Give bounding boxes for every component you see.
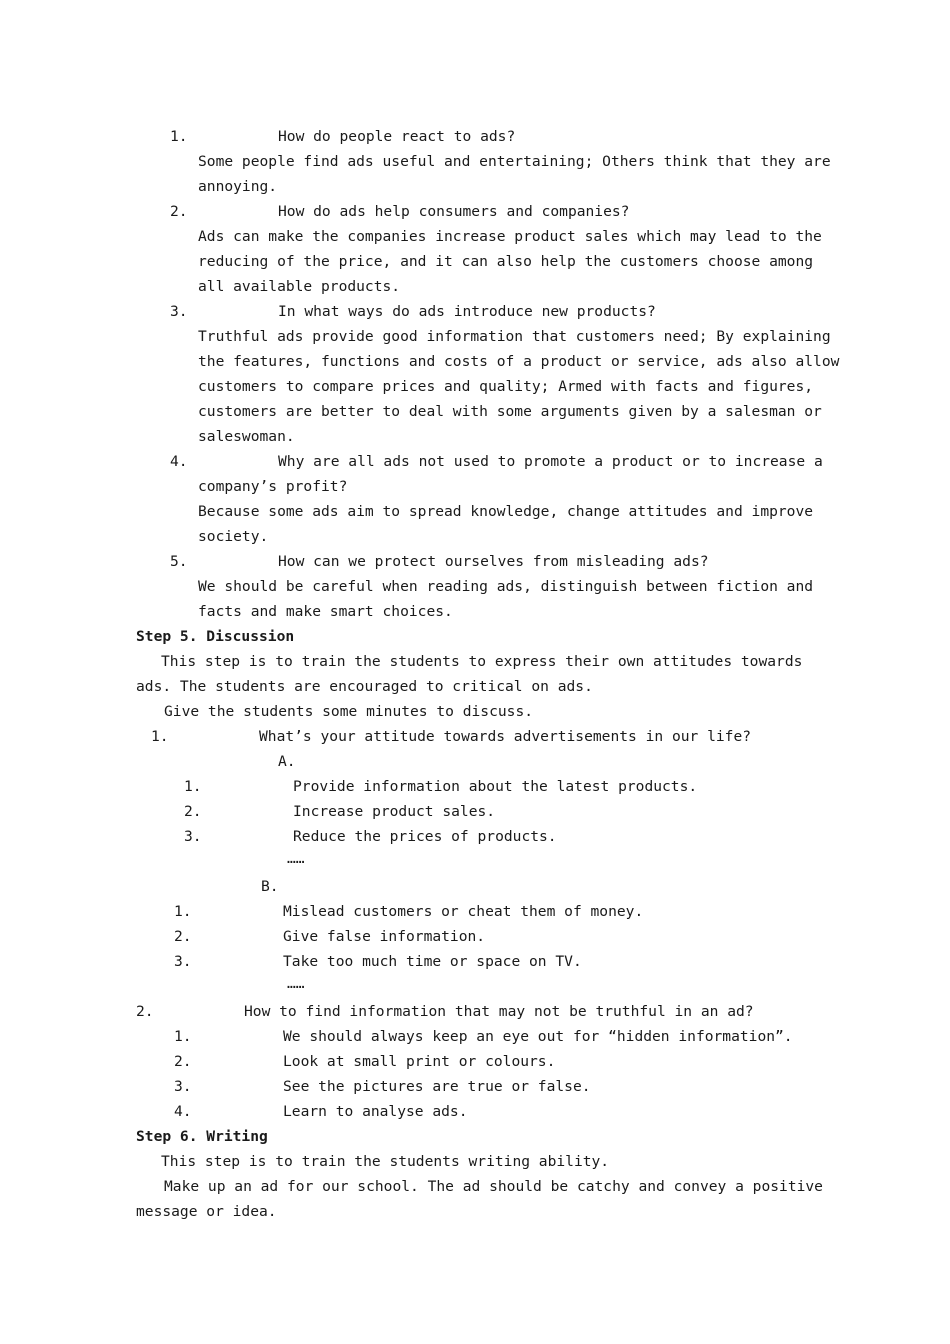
discussion-question: What’s your attitude towards advertisements in our life? (259, 728, 752, 745)
list-number: 2. (170, 203, 188, 220)
answer-line: Ads can make the companies increase product sales which may lead to the (198, 228, 822, 245)
paragraph-line: ads. The students are encouraged to critical on ads. (136, 678, 593, 695)
question-text: How do people react to ads? (278, 128, 516, 145)
list-item: Provide information about the latest products. (293, 778, 698, 795)
ellipsis: …… (287, 850, 305, 867)
paragraph-line: This step is to train the students writing ability. (161, 1153, 610, 1170)
list-item: Increase product sales. (293, 803, 496, 820)
answer-line: the features, functions and costs of a product or service, ads also allow (198, 353, 840, 370)
answer-line: Because some ads aim to spread knowledge, change attitudes and improve (198, 503, 814, 520)
list-number: 3. (174, 953, 192, 970)
answer-line: We should be careful when reading ads, distinguish between fiction and (198, 578, 814, 595)
list-item: Mislead customers or cheat them of money. (283, 903, 644, 920)
list-number: 2. (184, 803, 202, 820)
question-text: Why are all ads not used to promote a product or to increase a (278, 453, 823, 470)
instruction-text: Give the students some minutes to discuss. (164, 703, 534, 720)
answer-line: saleswoman. (198, 428, 295, 445)
answer-line: Truthful ads provide good information that customers need; By explaining (198, 328, 831, 345)
list-number: 1. (174, 903, 192, 920)
answer-line: Some people find ads useful and entertaining; Others think that they are (198, 153, 831, 170)
paragraph-line: message or idea. (136, 1203, 277, 1220)
question-text: In what ways do ads introduce new products? (278, 303, 656, 320)
ellipsis: …… (287, 975, 305, 992)
list-item: Reduce the prices of products. (293, 828, 557, 845)
list-number: 2. (174, 928, 192, 945)
section-heading: Step 6. Writing (136, 1128, 268, 1145)
option-label: B. (261, 878, 279, 895)
list-number: 1. (184, 778, 202, 795)
list-item: Learn to analyse ads. (283, 1103, 468, 1120)
paragraph-line: Make up an ad for our school. The ad should be catchy and convey a positive (164, 1178, 823, 1195)
list-number: 4. (174, 1103, 192, 1120)
list-item: See the pictures are true or false. (283, 1078, 591, 1095)
list-number: 4. (170, 453, 188, 470)
list-number: 3. (184, 828, 202, 845)
answer-line: facts and make smart choices. (198, 603, 453, 620)
answer-line: all available products. (198, 278, 401, 295)
list-number: 3. (174, 1078, 192, 1095)
discussion-question: How to find information that may not be truthful in an ad? (244, 1003, 754, 1020)
answer-line: reducing of the price, and it can also help the customers choose among (198, 253, 814, 270)
list-item: Look at small print or colours. (283, 1053, 556, 1070)
answer-line: annoying. (198, 178, 278, 195)
list-number: 3. (170, 303, 188, 320)
list-item: We should always keep an eye out for “hidden information”. (283, 1028, 793, 1045)
list-number: 2. (174, 1053, 192, 1070)
question-text: How do ads help consumers and companies? (278, 203, 630, 220)
list-item: Take too much time or space on TV. (283, 953, 582, 970)
list-number: 5. (170, 553, 188, 570)
list-item: Give false information. (283, 928, 486, 945)
answer-line: customers are better to deal with some arguments given by a salesman or (198, 403, 822, 420)
list-number: 1. (170, 128, 188, 145)
list-number: 2. (136, 1003, 154, 1020)
option-label: A. (278, 753, 296, 770)
list-number: 1. (151, 728, 169, 745)
section-heading: Step 5. Discussion (136, 628, 295, 645)
list-number: 1. (174, 1028, 192, 1045)
paragraph-line: This step is to train the students to express their own attitudes towards (161, 653, 803, 670)
answer-line: society. (198, 528, 269, 545)
question-text-continued: company’s profit? (198, 478, 348, 495)
question-text: How can we protect ourselves from misleading ads? (278, 553, 709, 570)
answer-line: customers to compare prices and quality; Armed with facts and figures, (198, 378, 814, 395)
